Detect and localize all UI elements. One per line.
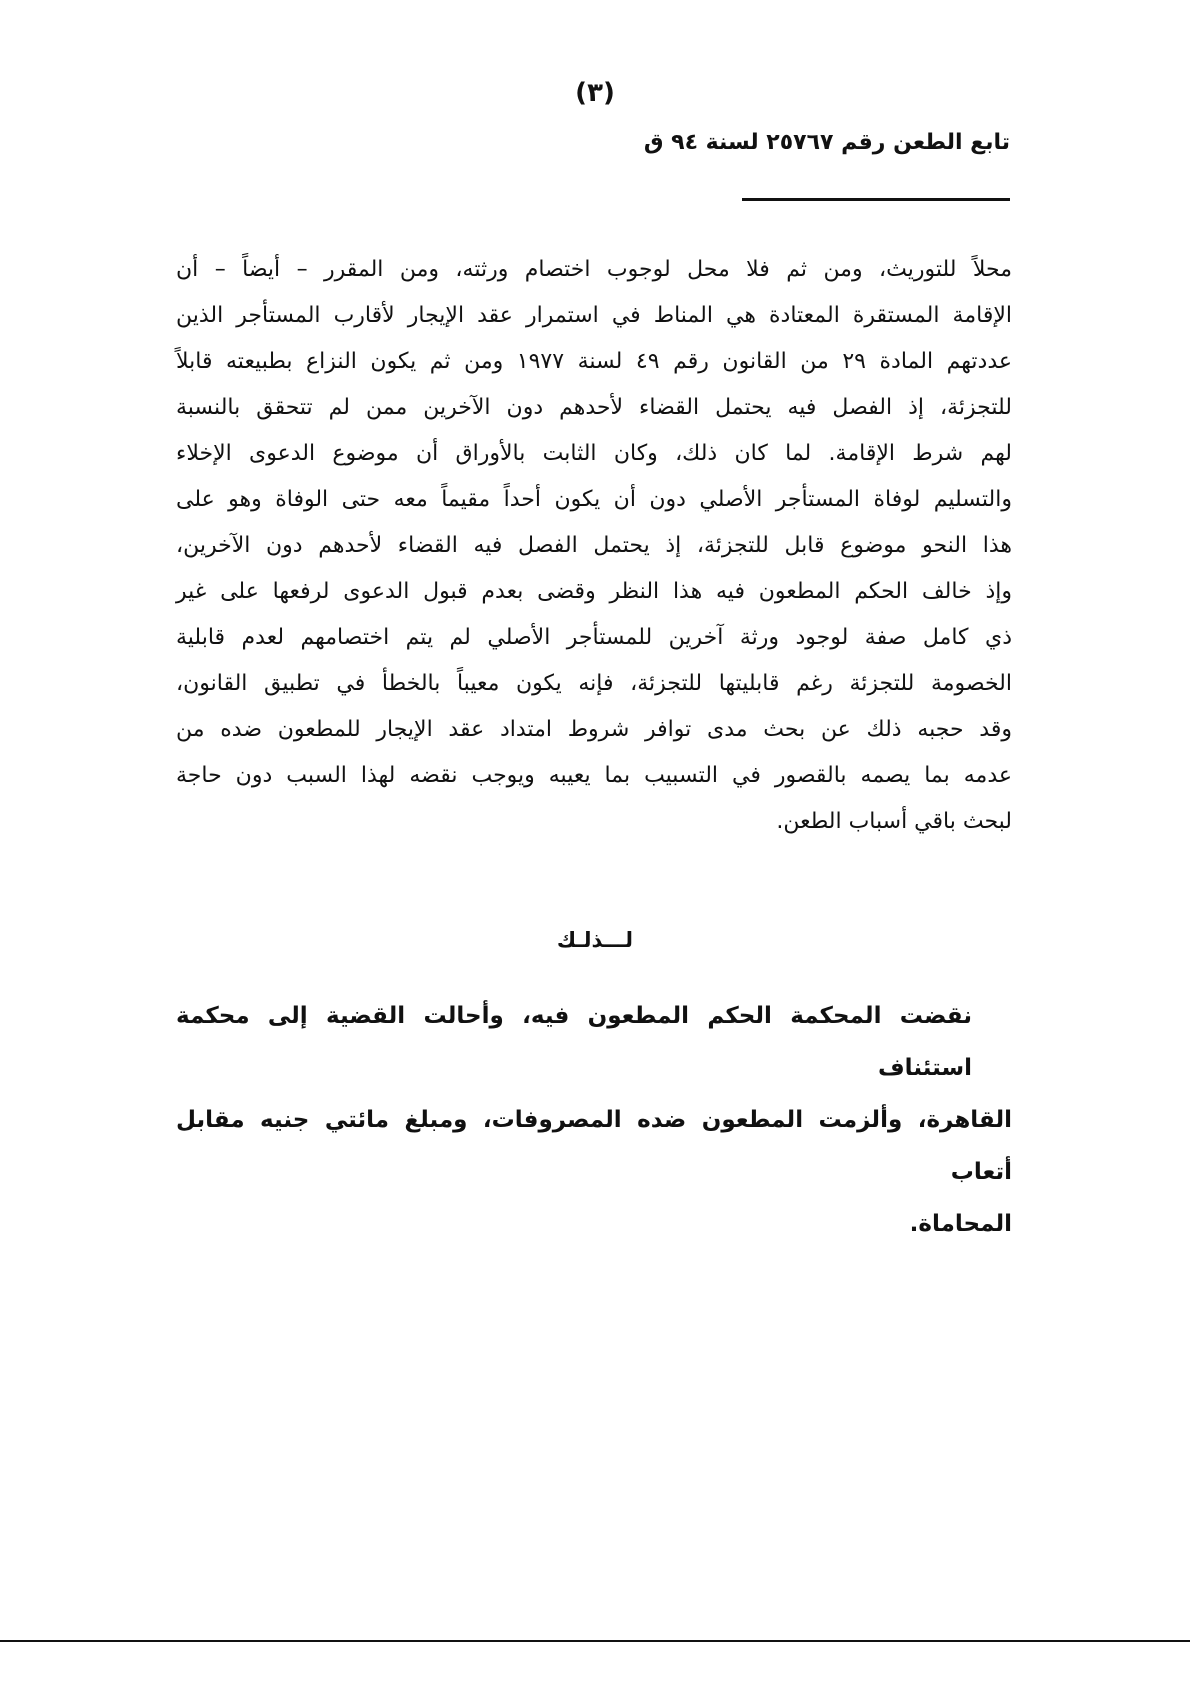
ruling-paragraph [176, 990, 1012, 1250]
body-line: لهم شرط الإقامة. لما كان ذلك، وكان الثابت بالأوراق أن موضوع الدعوى الإخلاء [176, 441, 1012, 466]
body-line: عددتهم المادة ٢٩ من القانون رقم ٤٩ لسنة ١٩٧٧ ومن ثم يكون النزاع بطبيعته قابلاً [176, 349, 1013, 374]
body-line: محلاً للتوريث، ومن ثم فلا محل لوجوب اختصام ورثته، ومن المقرر – أيضاً – أن [176, 257, 1012, 282]
ruling-line: نقضت المحكمة الحكم المطعون فيه، وأحالت القضية إلى محكمة استئناف [176, 1003, 972, 1081]
body-line: لبحث باقي أسباب الطعن. [776, 809, 1012, 834]
ruling-line: المحاماة. [909, 1211, 1012, 1237]
header-divider [742, 198, 1010, 201]
body-line: والتسليم لوفاة المستأجر الأصلي دون أن يكون أحداً مقيماً معه حتى الوفاة وهو على [176, 487, 1012, 512]
section-title: لـــذلـك [556, 928, 634, 952]
body-line: وقد حجبه ذلك عن بحث مدى توافر شروط امتداد عقد الإيجار للمطعون ضده من [176, 717, 1012, 742]
case-header: تابع الطعن رقم ٢٥٧٦٧ لسنة ٩٤ ق [643, 130, 1010, 155]
ruling-line: القاهرة، وألزمت المطعون ضده المصروفات، ومبلغ مائتي جنيه مقابل أتعاب [176, 1107, 1012, 1185]
body-line: عدمه بما يصمه بالقصور في التسبيب بما يعيبه ويوجب نقضه لهذا السبب دون حاجة [176, 763, 1012, 788]
body-line: ذي كامل صفة لوجود ورثة آخرين للمستأجر الأصلي لم يتم اختصامهم لعدم قابلية [176, 625, 1012, 650]
footer-divider [0, 1640, 1190, 1642]
body-paragraph [176, 247, 1012, 845]
page-number: (٣) [575, 78, 615, 108]
body-line: الخصومة للتجزئة رغم قابليتها للتجزئة، فإنه يكون معيباً بالخطأ في تطبيق القانون، [176, 671, 1012, 696]
body-line: وإذ خالف الحكم المطعون فيه هذا النظر وقضى بعدم قبول الدعوى لرفعها على غير [176, 579, 1012, 604]
body-line: للتجزئة، إذ الفصل فيه يحتمل القضاء لأحدهم دون الآخرين ممن لم تتحقق بالنسبة [176, 395, 1012, 420]
body-line: الإقامة المستقرة المعتادة هي المناط في استمرار عقد الإيجار لأقارب المستأجر الذين [176, 303, 1012, 328]
body-line: هذا النحو موضوع قابل للتجزئة، إذ يحتمل الفصل فيه القضاء لأحدهم دون الآخرين، [176, 533, 1012, 558]
